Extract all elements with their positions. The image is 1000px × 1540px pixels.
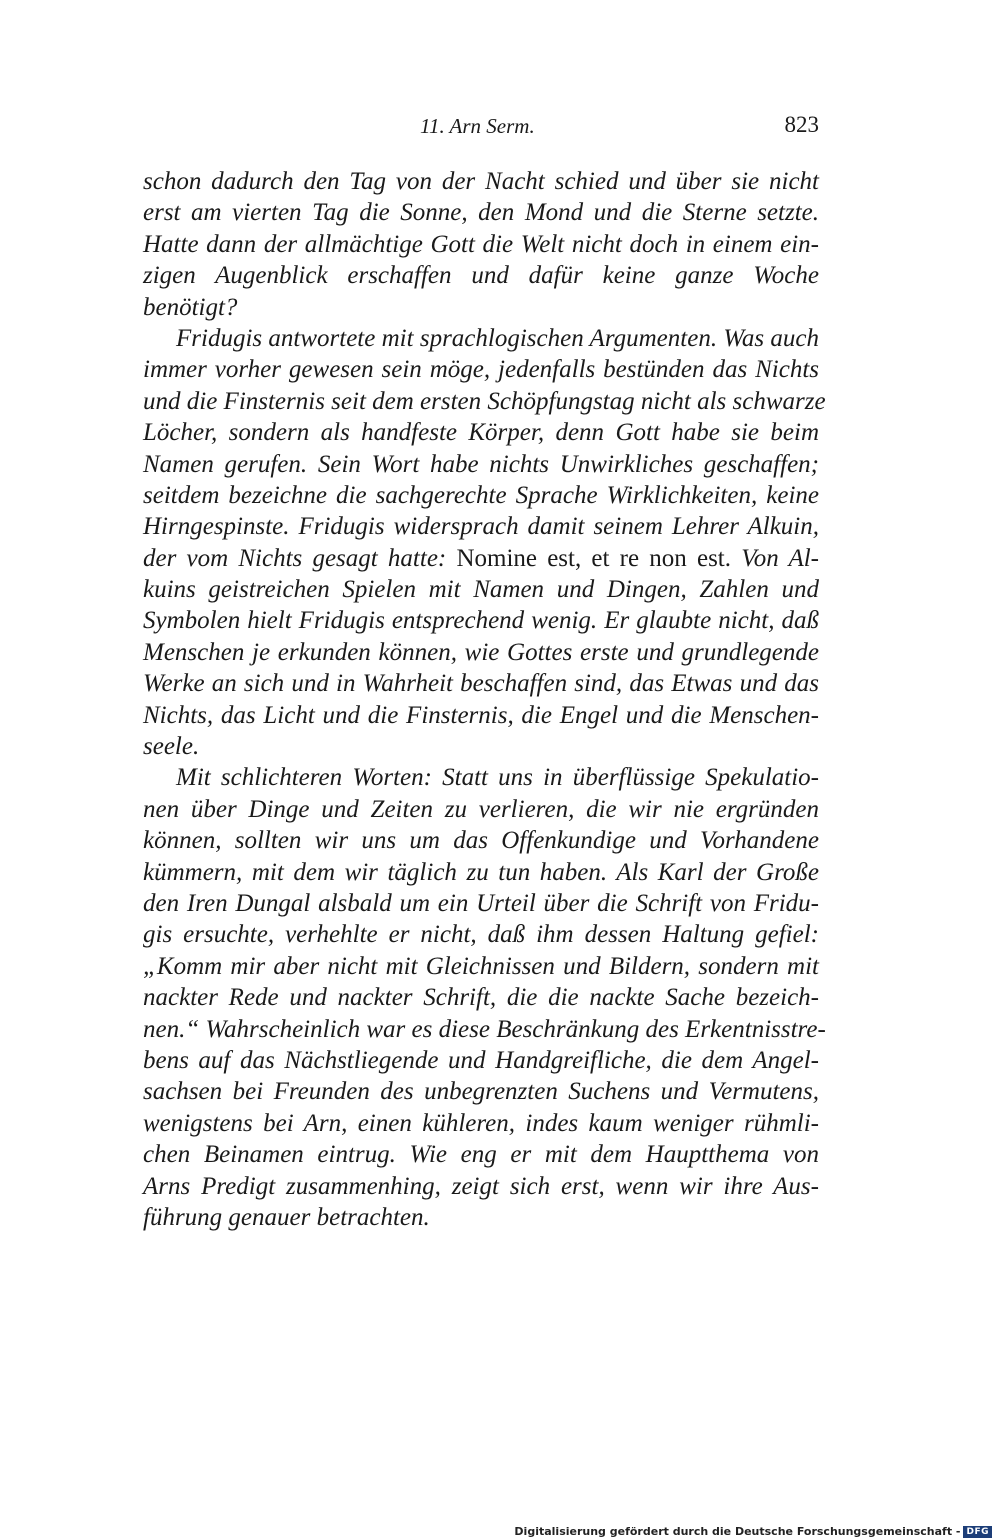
text-line: Menschen je erkunden können, wie Gottes erste und grundlegende bbox=[143, 638, 819, 666]
text-line: benötigt? bbox=[143, 293, 238, 321]
text-line: gis ersuchte, verhehlte er nicht, daß ihm dessen Haltung gefiel: bbox=[143, 921, 819, 949]
text-line: Löcher, sondern als handfeste Körper, denn Gott habe sie beim bbox=[143, 419, 819, 447]
text-line: Fridugis antwortete mit sprachlogischen Argumenten. Was auch bbox=[176, 324, 819, 352]
text-segment: der vom Nichts gesagt hatte: bbox=[143, 544, 447, 572]
text-line: sachsen bei Freunden des unbegrenzten Suchens und Vermutens, bbox=[143, 1078, 819, 1106]
text-line: Symbolen hielt Fridugis entsprechend wenig. Er glaubte nicht, daß bbox=[143, 607, 819, 635]
text-line: immer vorher gewesen sein möge, jedenfalls bestünden das Nichts bbox=[143, 356, 819, 384]
text-line: zigen Augenblick erschaffen und dafür keine ganze Woche bbox=[143, 262, 819, 290]
text-line: seitdem bezeichne die sachgerechte Sprache Wirklichkeiten, keine bbox=[143, 481, 819, 509]
text-line: Arns Predigt zusammenhing, zeigt sich erst, wenn wir ihre Aus- bbox=[143, 1172, 819, 1200]
text-line: Werke an sich und in Wahrheit beschaffen sind, das Etwas und das bbox=[143, 670, 819, 698]
text-line: Hatte dann der allmächtige Gott die Welt nicht doch in einem ein- bbox=[143, 230, 819, 258]
dfg-logo: DFG bbox=[963, 1526, 992, 1538]
text-line: kümmern, mit dem wir täglich zu tun haben. Als Karl der Große bbox=[143, 858, 819, 886]
digitization-credit bbox=[514, 1525, 992, 1538]
body-text bbox=[143, 166, 826, 1233]
text-line: nackter Rede und nackter Schrift, die die nackte Sache bezeich- bbox=[143, 984, 819, 1012]
text-line: Namen gerufen. Sein Wort habe nichts Unwirkliches geschaffen; bbox=[143, 450, 819, 478]
credit-text: Digitalisierung gefördert durch die Deutsche Forschungsgemeinschaft - bbox=[514, 1525, 961, 1538]
text-line: seele. bbox=[143, 733, 200, 761]
running-head: 11. Arn Serm. bbox=[420, 114, 535, 138]
text-line: chen Beinamen eintrug. Wie eng er mit dem Hauptthema von bbox=[143, 1141, 819, 1169]
text-line: nen über Dinge und Zeiten zu verlieren, die wir nie ergründen bbox=[143, 795, 819, 823]
latin-quote: Nomine est, et re non est. bbox=[456, 544, 731, 572]
text-line: erst am vierten Tag die Sonne, den Mond und die Sterne setzte. bbox=[143, 199, 819, 227]
text-line: kuins geistreichen Spielen mit Namen und Dingen, Zahlen und bbox=[143, 576, 819, 604]
text-line: wenigstens bei Arn, einen kühleren, indes kaum weniger rühmli- bbox=[143, 1109, 819, 1137]
text-line: nen.“ Wahrscheinlich war es diese Beschränkung des Erkentnisstre- bbox=[143, 1015, 826, 1043]
text-line: bens auf das Nächstliegende und Handgreifliche, die dem Angel- bbox=[143, 1046, 819, 1074]
text-line: führung genauer betrachten. bbox=[143, 1203, 430, 1231]
text-line: „Komm mir aber nicht mit Gleichnissen und Bildern, sondern mit bbox=[143, 952, 819, 980]
text-line: können, sollten wir uns um das Offenkundige und Vorhandene bbox=[143, 827, 819, 855]
text-line: Nichts, das Licht und die Finsternis, die Engel und die Menschen- bbox=[143, 701, 819, 729]
text-line: Mit schlichteren Worten: Statt uns in überflüssige Spekulatio- bbox=[176, 764, 819, 792]
text-line: den Iren Dungal alsbald um ein Urteil über die Schrift von Fridu- bbox=[143, 889, 819, 917]
text-segment: Von Al- bbox=[741, 544, 819, 572]
page-number: 823 bbox=[784, 112, 819, 137]
text-line: Hirngespinste. Fridugis widersprach damit seinem Lehrer Alkuin, bbox=[143, 513, 819, 541]
text-line-with-quote bbox=[143, 543, 819, 574]
text-line: und die Finsternis seit dem ersten Schöpfungstag nicht als schwarze bbox=[143, 387, 826, 415]
text-line: schon dadurch den Tag von der Nacht schied und über sie nicht bbox=[143, 168, 819, 195]
